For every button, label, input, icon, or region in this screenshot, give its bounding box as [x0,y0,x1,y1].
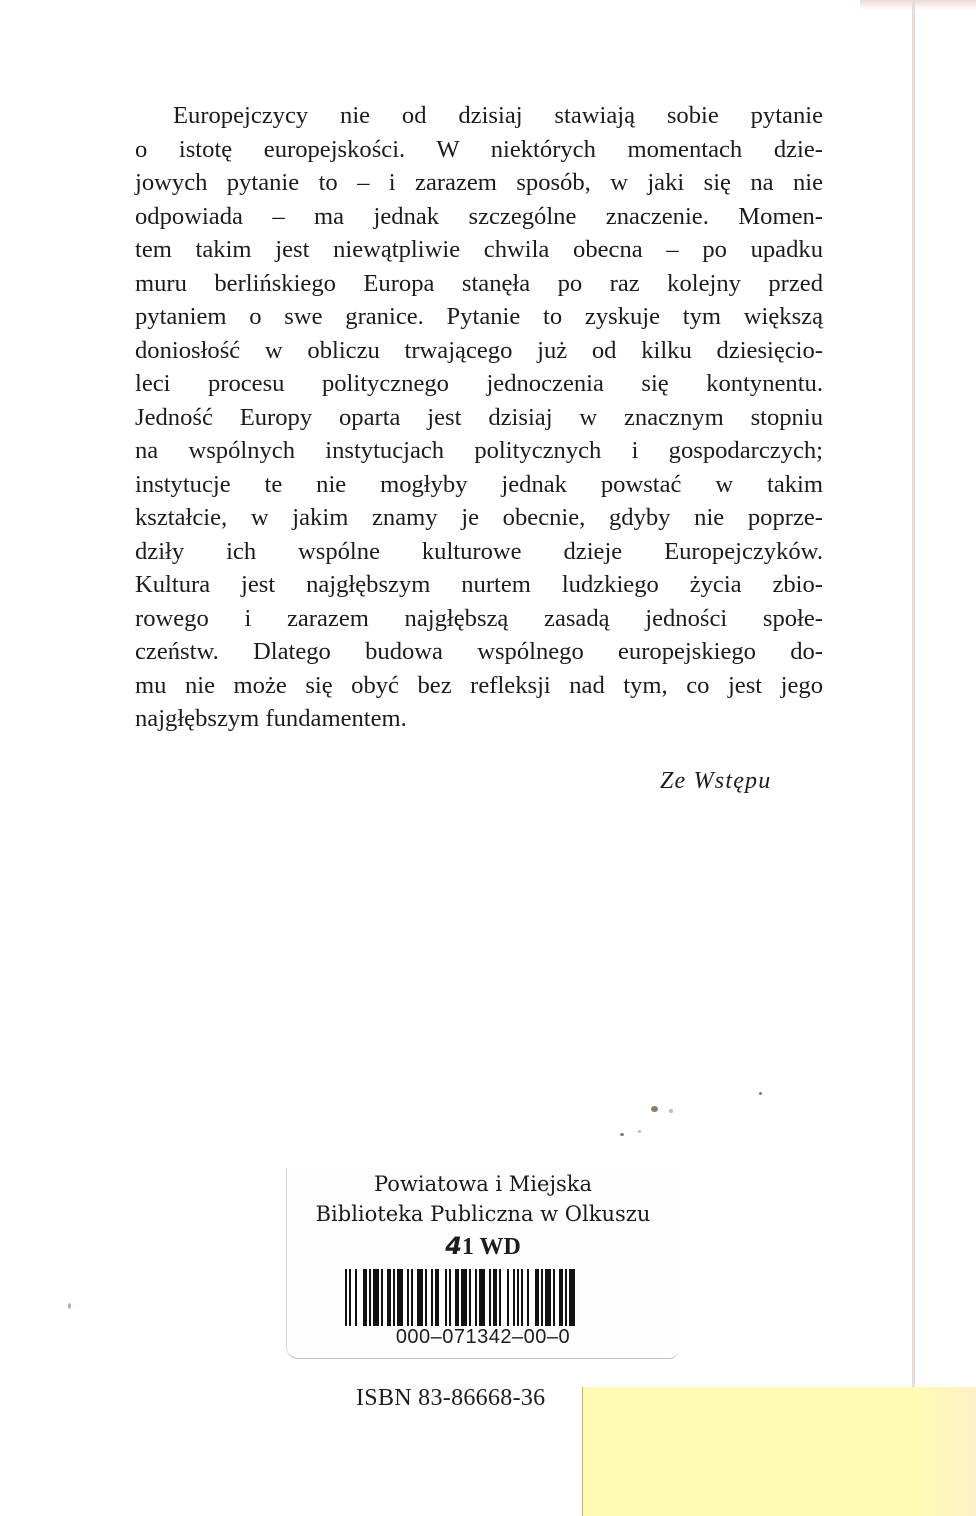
blurb-line: mu nie może się obyć bez refleksji nad tym, co jest jego [135,671,823,699]
scan-speck [759,1092,762,1095]
barcode-bar [369,1269,371,1326]
blurb-line: pytaniem o swe granice. Pytanie to zyskuje tym większą [135,303,823,330]
barcode-number: 000–071342–00–0 [395,1326,571,1348]
blurb-line: Kultura jest najgłębszym nurtem ludzkiego życia zbio- [135,571,823,598]
blurb-line: o istotę europejskości. W niektórych momentach dzie- [135,135,823,163]
scan-speck [620,1133,624,1136]
blurb-text [135,99,823,736]
barcode-bar [435,1269,439,1326]
barcode-bar [507,1269,509,1326]
shelf-mark [287,1232,679,1261]
barcode-bar [479,1269,485,1326]
blurb-line: instytucje te nie mogłyby jednak powstać w takim [135,470,823,498]
blurb-line: leci procesu politycznego jednoczenia się kontynentu. [135,370,823,397]
blurb-line: dziły ich wspólne kulturowe dzieje Europejczyków. [135,537,823,565]
barcode-bar [363,1269,367,1326]
barcode-bar [469,1269,471,1326]
library-name-line2: Biblioteka Publiczna w Olkuszu [315,1202,651,1226]
barcode-bar [569,1269,575,1326]
barcode-bar [407,1269,409,1326]
barcode-bar [397,1269,403,1326]
blurb-line: jowych pytanie to – i zarazem sposób, w jaki się na nie [135,169,823,196]
barcode-bar [513,1269,515,1326]
barcode-bar [517,1269,519,1326]
blurb-line: rowego i zarazem najgłębszą zasadą jedności społe- [135,604,823,632]
barcode-bar [411,1269,413,1326]
blurb-line: muru berlińskiego Europa stanęła po raz kolejny przed [135,269,823,297]
scan-speck [68,1303,71,1309]
barcode-bar [455,1269,459,1326]
cover-edge-shading [860,0,976,10]
blurb-line: odpowiada – ma jednak szczególne znaczenie. Momen- [135,202,823,230]
scan-speck [651,1106,658,1112]
barcode-bar [417,1269,423,1326]
barcode-bar [445,1269,447,1326]
barcode-bar [527,1269,529,1326]
barcode-bar [349,1269,351,1326]
blurb-line: czeństw. Dlatego budowa wspólnego europejskiego do- [135,638,823,665]
barcode-bar [425,1269,427,1326]
barcode-bar [499,1269,501,1326]
barcode-bar [541,1269,543,1326]
scan-speck [669,1109,673,1113]
library-name-line1: Powiatowa i Miejska [374,1172,592,1196]
blurb-line: kształcie, w jakim znamy je obecnie, gdyby nie poprze- [135,504,823,531]
barcode-bar [373,1269,379,1326]
barcode-bar [461,1269,467,1326]
barcode-bar [345,1269,347,1326]
shelf-handwritten: 4 [445,1232,462,1260]
barcode-bar [431,1269,433,1326]
attribution: Ze Wstępu [660,768,772,794]
barcode-bar [393,1269,395,1326]
blurb-line: doniosłość w obliczu trwającego już od kilku dziesięcio- [135,336,823,364]
blurb-line: tem takim jest niewątpliwie chwila obecna – po upadku [135,236,823,263]
barcode-bar [387,1269,391,1326]
barcode-bar [381,1269,383,1326]
barcode-bar [553,1269,555,1326]
scan-speck [638,1130,641,1133]
barcode-bar [489,1269,491,1326]
barcode-bar [535,1269,539,1326]
barcode-bar [475,1269,477,1326]
barcode-bar [565,1269,567,1326]
barcode-bar [545,1269,551,1326]
barcode-bar [449,1269,451,1326]
barcode-bar [355,1269,357,1326]
sticky-note-shade [917,1387,976,1516]
barcode-bar [521,1269,523,1326]
blurb-line: najgłębszym fundamentem. [135,705,407,732]
sticky-note [582,1387,976,1516]
barcode [345,1269,579,1326]
barcode-bar [493,1269,497,1326]
blurb-line: Europejczycy nie od dzisiaj stawiają sobie pytanie [173,102,823,129]
shelf-code: 1 WD [461,1234,521,1260]
isbn: ISBN 83-86668-36 [356,1385,546,1411]
blurb-line: Jedność Europy oparta jest dzisiaj w znacznym stopniu [135,403,823,431]
cover-fold-line [912,0,915,1516]
blurb-line: na wspólnych instytucjach politycznych i gospodarczych; [135,437,823,464]
library-label [286,1168,679,1359]
barcode-bar [559,1269,563,1326]
